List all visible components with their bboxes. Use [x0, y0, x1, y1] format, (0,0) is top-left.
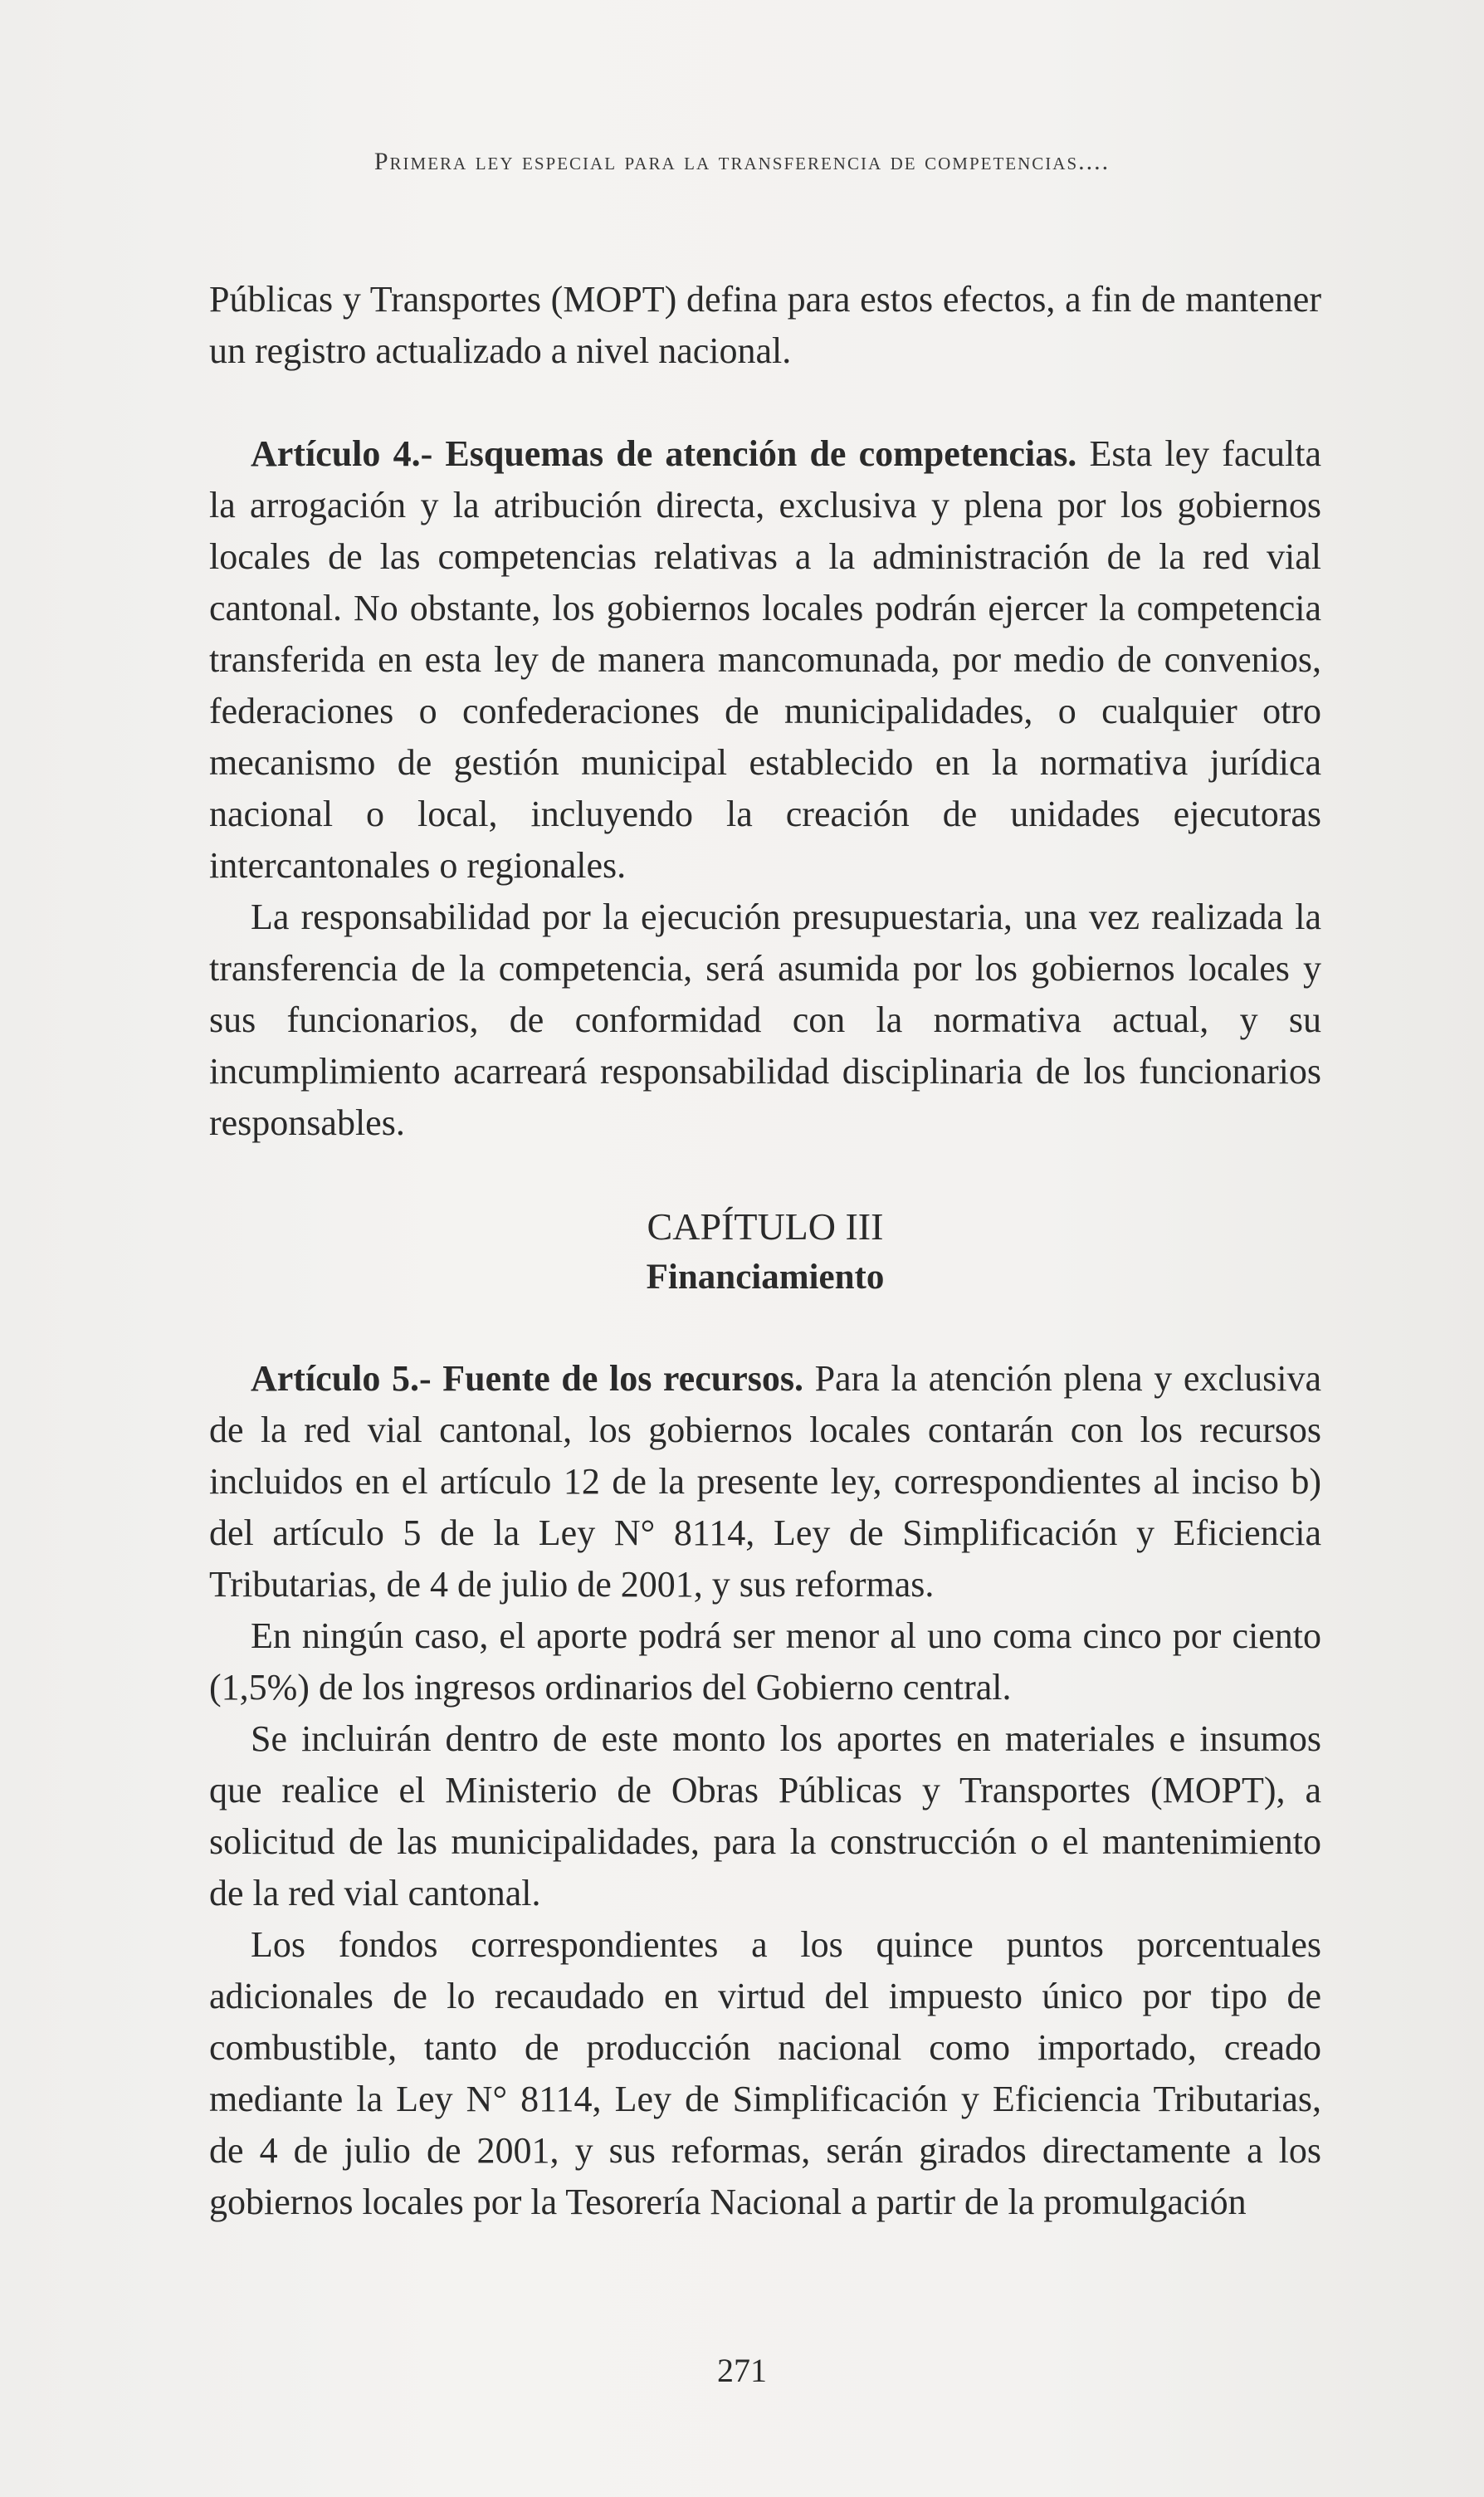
article-5-heading: Artículo 5.- Fuente de los recursos.	[251, 1358, 803, 1399]
paragraph-text: Se incluirán dentro de este monto los aportes en materiales e insumos que realice el Ministerio de Obras Públicas y Transportes (MOPT), a solicitud de las municipalidades, para la construcción o el mantenimiento de la red vial cantonal.	[209, 1718, 1321, 1913]
paragraph-text: Públicas y Transportes (MOPT) defina para estos efectos, a fin de mantener un registro actualizado a nivel nacional.	[209, 279, 1321, 371]
paragraph-text: Los fondos correspondientes a los quince puntos porcentuales adicionales de lo recaudado en virtud del impuesto único por tipo de combustible, tanto de producción nacional como importado, creado mediante la Ley N° 8114, Ley de Simplificación y Eficiencia Tributarias, de 4 de julio de 2001, y sus reformas, serán girados directamente a los gobiernos locales por la Tesorería Nacional a partir de la promulgación	[209, 1924, 1321, 2222]
article-4-heading: Artículo 4.- Esquemas de atención de competencias.	[251, 433, 1077, 474]
article-4-text: Esta ley faculta la arrogación y la atribución directa, exclusiva y plena por los gobiernos locales de las competencias relativas a la administración de la red vial cantonal. No obstante, los gobiernos locales podrán ejercer la competencia transferida en esta ley de manera mancomunada, por medio de convenios, federaciones o confederaciones de municipalidades, o cualquier otro mecanismo de gestión municipal establecido en la normativa jurídica nacional o local, incluyendo la creación de unidades ejecutoras intercantonales o regionales.	[209, 433, 1321, 886]
paragraph-materiales	[209, 1713, 1321, 1919]
article-5-paragraph	[209, 1353, 1321, 1610]
running-head: Primera ley especial para la transferencia de competencias....	[373, 148, 1111, 175]
paragraph-text: La responsabilidad por la ejecución presupuestaria, una vez realizada la transferencia de la competencia, será asumida por los gobiernos locales y sus funcionarios, de conformidad con la normativa actual, y su incumplimiento acarreará responsabilidad disciplinaria de los funcionarios responsables.	[209, 897, 1321, 1143]
article-4-paragraph	[209, 428, 1321, 892]
page-number: 271	[717, 2352, 767, 2389]
paragraph-responsabilidad	[209, 892, 1321, 1149]
paragraph-continuation	[209, 274, 1321, 377]
body-text	[209, 274, 1321, 2228]
paragraph-aporte	[209, 1610, 1321, 1713]
paragraph-fondos	[209, 1919, 1321, 2228]
paragraph-text: En ningún caso, el aporte podrá ser menor al uno coma cinco por ciento (1,5%) de los ingresos ordinarios del Gobierno central.	[209, 1615, 1321, 1708]
chapter-title: CAPÍTULO III	[647, 1205, 884, 1248]
article-5-text: Para la atención plena y exclusiva de la red vial cantonal, los gobiernos locales contarán con los recursos incluidos en el artículo 12 de la presente ley, correspondientes al inciso b) del artículo 5 de la Ley N° 8114, Ley de Simplificación y Eficiencia Tributarias, de 4 de julio de 2001, y sus reformas.	[209, 1358, 1321, 1605]
chapter-subtitle: Financiamiento	[646, 1258, 885, 1297]
chapter-heading	[209, 1200, 1321, 1302]
